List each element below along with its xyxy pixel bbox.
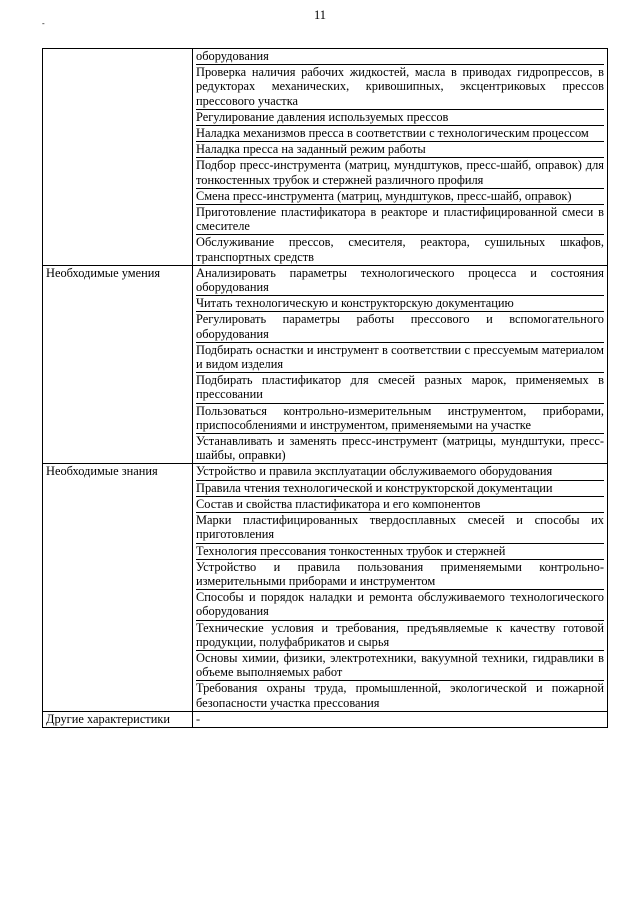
list-item: Регулирование давления используемых прессов [196,110,604,126]
list-item: Регулировать параметры работы прессового и вспомогательного оборудования [196,312,604,342]
table-row [43,464,608,711]
list-item: Устройство и правила эксплуатации обслуживаемого оборудования [196,464,604,480]
list-item: Подбирать пластификатор для смесей разных марок, применяемых в прессовании [196,373,604,403]
row-items [193,711,608,727]
list-item: Устанавливать и заменять пресс-инструмент (матрицы, мундштуки, пресс-шайбы, оправки) [196,434,604,463]
list-item: Состав и свойства пластификатора и его компонентов [196,497,604,513]
list-item: Устройство и правила пользования применяемыми контрольно-измерительными приборами и инструментом [196,560,604,590]
characteristics-table [42,48,608,728]
list-item: оборудования [196,49,604,65]
list-item: Способы и порядок наладки и ремонта обслуживаемого технологического оборудования [196,590,604,620]
list-item: Смена пресс-инструмента (матриц, мундштуков, пресс-шайб, оправок) [196,189,604,205]
list-item: Требования охраны труда, промышленной, экологической и пожарной безопасности участка прессования [196,681,604,710]
table-body [43,49,608,728]
row-label [43,49,193,266]
list-item: Технические условия и требования, предъявляемые к качеству готовой продукции, полуфабрикатов и сырья [196,621,604,651]
list-item: Марки пластифицированных твердосплавных смесей и способы их приготовления [196,513,604,543]
list-item: Анализировать параметры технологического процесса и состояния оборудования [196,266,604,296]
table-row [43,265,608,464]
list-item: Наладка пресса на заданный режим работы [196,142,604,158]
row-label: Необходимые знания [43,464,193,711]
corner-mark: - [42,19,45,28]
row-label: Необходимые умения [43,265,193,464]
row-items [193,265,608,464]
list-item: Наладка механизмов пресса в соответствии с технологическим процессом [196,126,604,142]
list-item: Подбор пресс-инструмента (матриц, мундштуков, пресс-шайб, оправок) для тонкостенных трубок и стержней различного профиля [196,158,604,188]
table-row [43,49,608,266]
list-item: Технология прессования тонкостенных трубок и стержней [196,544,604,560]
list-item: Приготовление пластификатора в реакторе и пластифицированной смеси в смесителе [196,205,604,235]
list-item: Обслуживание прессов, смесителя, реактора, сушильных шкафов, транспортных средств [196,235,604,264]
list-item: Правила чтения технологической и конструкторской документации [196,481,604,497]
list-item: Пользоваться контрольно-измерительным инструментом, приборами, приспособлениями и инструментом, применяемыми на участке [196,404,604,434]
list-item: - [196,711,201,726]
table-row [43,711,608,727]
page-number: 11 [313,8,327,22]
list-item: Проверка наличия рабочих жидкостей, масла в приводах гидропрессов, в редукторах механических, кривошипных, эксцентриковых прессов прессового участка [196,65,604,110]
list-item: Подбирать оснастки и инструмент в соответствии с прессуемым материалом и видом изделия [196,343,604,373]
row-items [193,464,608,711]
list-item: Читать технологическую и конструкторскую документацию [196,296,604,312]
row-label: Другие характеристики [43,711,193,727]
row-items [193,49,608,266]
list-item: Основы химии, физики, электротехники, вакуумной техники, гидравлики в объеме выполняемых работ [196,651,604,681]
